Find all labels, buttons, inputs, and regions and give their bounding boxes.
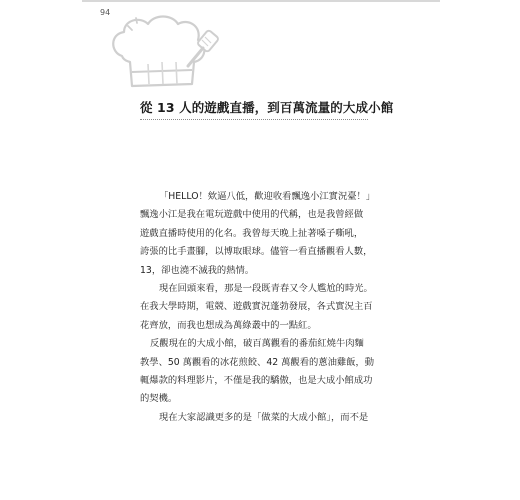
- body-line: 反觀現在的大成小館，破百萬觀看的番茄紅燒牛肉麵: [150, 338, 364, 350]
- body-line: 在我大學時期，電競、遊戲實況蓬勃發展，各式實況主百: [140, 301, 373, 313]
- body-line: 13，卻也澆不滅我的熱情。: [140, 264, 255, 276]
- body-line: 飄逸小江是我在電玩遊戲中使用的代稱，也是我曾經做: [140, 209, 364, 221]
- chef-hat-spatula-icon: [108, 12, 228, 94]
- body-line: 遊戲直播時使用的化名。我曾每天晚上扯著嗓子嘶吼，: [140, 227, 364, 239]
- body-line: 教學、50 萬觀看的冰花煎餃、42 萬觀看的蔥油雞飯，動: [140, 356, 375, 368]
- body-line: 現在大家認識更多的是「做菜的大成小館」，而不是: [159, 411, 369, 423]
- top-border-line: [82, 0, 440, 2]
- body-line: 誇張的比手畫腳，以博取眼球。儘管一看直播觀看人數，: [140, 246, 373, 258]
- title-underline: [140, 119, 368, 120]
- body-line: 輒爆款的料理影片，不僅是我的驕傲，也是大成小館成功: [140, 374, 373, 386]
- body-line: 的契機。: [140, 393, 178, 405]
- chapter-title: 從 13 人的遊戲直播，到百萬流量的大成小館: [140, 100, 394, 115]
- body-text: [140, 188, 384, 427]
- body-line: 花齊放，而我也想成為萬綠叢中的一點紅。: [140, 319, 317, 331]
- page-number: 94: [100, 8, 111, 17]
- body-line: 現在回頭來看，那是一段既青春又令人尷尬的時光。: [159, 282, 373, 294]
- body-line: 「HELLO！欸逼八低，歡迎收看飄逸小江實況臺！」: [159, 191, 376, 202]
